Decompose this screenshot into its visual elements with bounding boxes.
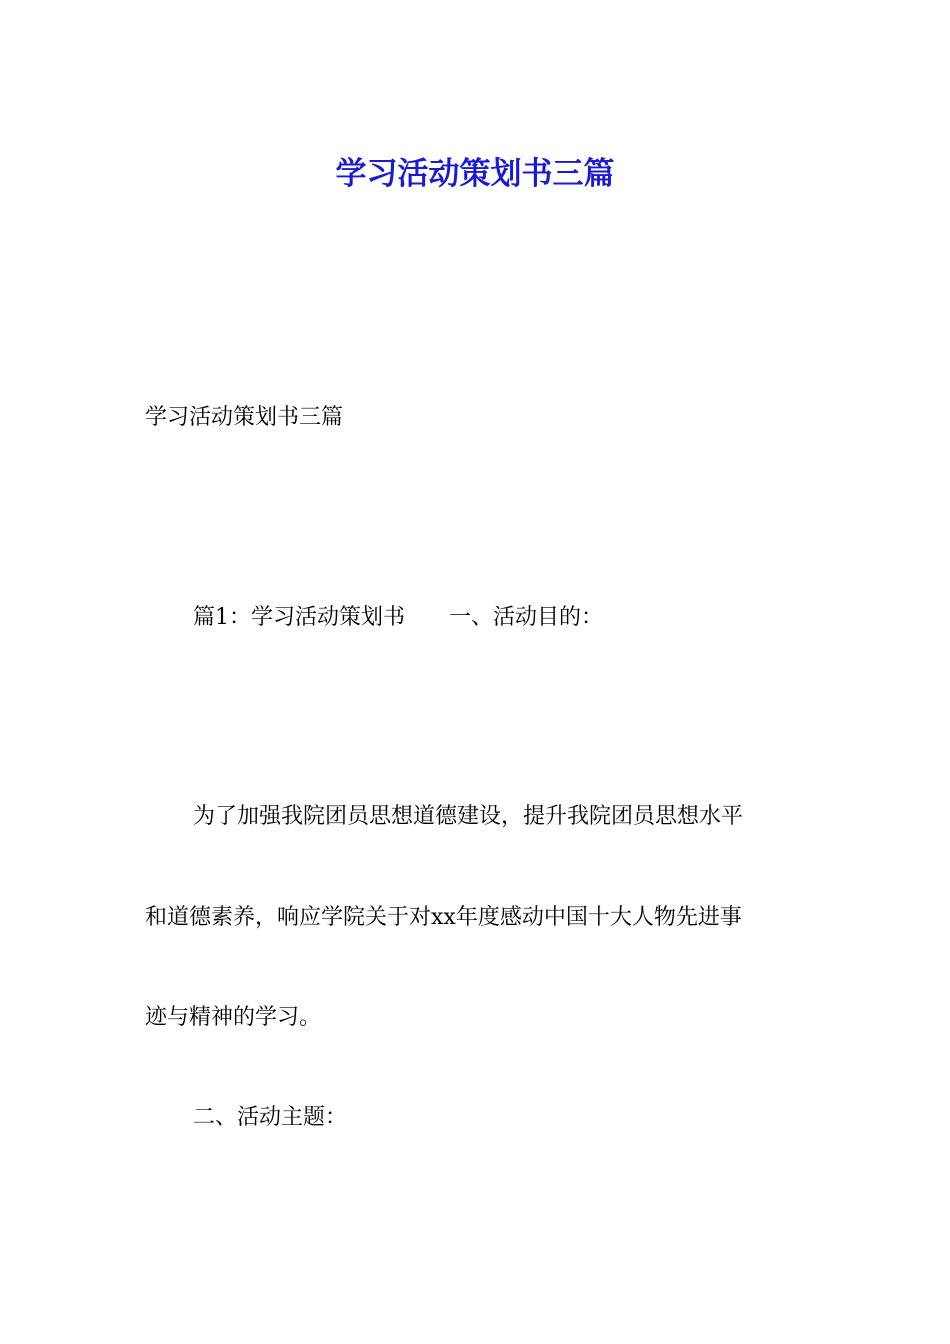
paragraph-line: 迹与精神的学习。 <box>145 1005 322 1030</box>
section-line <box>193 603 603 633</box>
page-title: 学习活动策划书三篇 <box>335 155 615 192</box>
section-heading: 篇1：学习活动策划书 <box>193 605 405 630</box>
paragraph-line: 和道德素养，响应学院关于对xx年度感动中国十大人物先进事 <box>145 905 742 930</box>
heading-activity-purpose: 一、活动目的： <box>449 605 604 630</box>
heading-activity-theme: 二、活动主题： <box>193 1105 348 1130</box>
document-subtitle: 学习活动策划书三篇 <box>145 405 344 430</box>
paragraph-line: 为了加强我院团员思想道德建设，提升我院团员思想水平 <box>193 804 744 829</box>
